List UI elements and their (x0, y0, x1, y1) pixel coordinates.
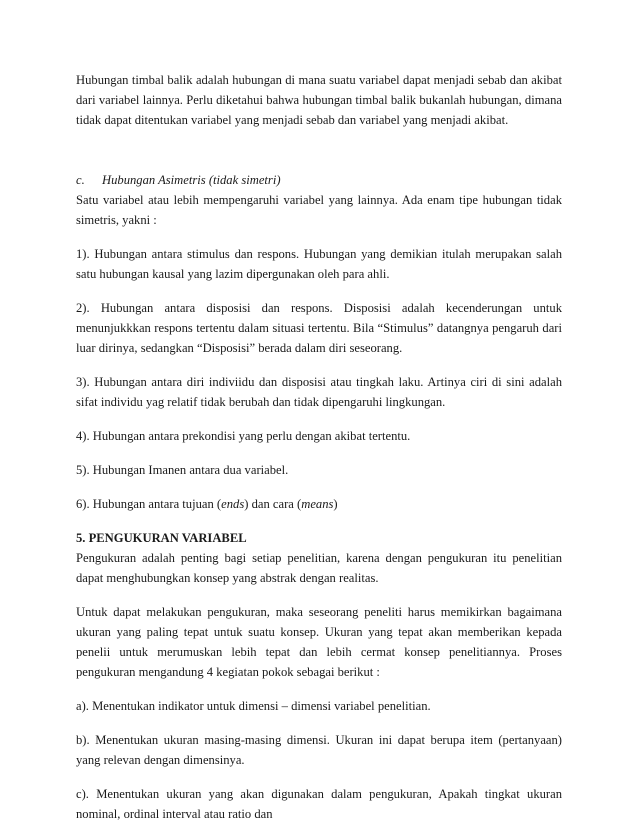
section-c-heading (76, 170, 562, 190)
spacer (76, 588, 562, 602)
section-5-title: 5. PENGUKURAN VARIABEL (76, 531, 247, 545)
item-6-middle: ) dan cara ( (244, 497, 302, 511)
section-c-item-3: 3). Hubungan antara diri indiviidu dan disposisi atau tingkah laku. Artinya ciri di sini adalah sifat individu yag relatif tidak berubah dan tidak dipengaruhi lingkungan. (76, 375, 562, 409)
spacer (76, 770, 562, 784)
section-c-item-4: 4). Hubungan antara prekondisi yang perlu dengan akibat tertentu. (76, 429, 411, 443)
section-c-item-6 (76, 494, 562, 514)
document-page (76, 70, 562, 824)
item-6-prefix: 6). Hubungan antara tujuan ( (76, 497, 222, 511)
section-c-item-2: 2). Hubungan antara disposisi dan respons. Disposisi adalah kecenderungan untuk menunjukkkan respons tertentu dalam situasi tertentu. Bila “Stimulus” datangnya pengaruh dari luar dirinya, sedangkan “Disposisi” berada dalam diri seseorang. (76, 301, 562, 355)
spacer (76, 230, 562, 244)
spacer (76, 412, 562, 426)
section-c-letter: c. (76, 173, 85, 187)
spacer (76, 130, 562, 170)
section-5-item-b: b). Menentukan ukuran masing-masing dimensi. Ukuran ini dapat berupa item (pertanyaan) yang relevan dengan dimensinya. (76, 733, 562, 767)
item-6-means: means (301, 497, 334, 511)
section-5-item-c: c). Menentukan ukuran yang akan digunakan dalam pengukuran, Apakah tingkat ukuran nominal, ordinal interval atau ratio dan (76, 787, 562, 821)
spacer (76, 514, 562, 528)
item-6-suffix: ) (333, 497, 338, 511)
section-c-title: Hubungan Asimetris (tidak simetri) (102, 173, 281, 187)
item-6-ends: ends (221, 497, 245, 511)
section-5-item-a: a). Menentukan indikator untuk dimensi – dimensi variabel penelitian. (76, 699, 431, 713)
section-c-item-5: 5). Hubungan Imanen antara dua variabel. (76, 463, 289, 477)
spacer (76, 358, 562, 372)
spacer (76, 716, 562, 730)
section-c-item-1: 1). Hubungan antara stimulus dan respons. Hubungan yang demikian itulah merupakan salah satu hubungan kausal yang lazim dipergunakan oleh para ahli. (76, 247, 562, 281)
spacer (76, 682, 562, 696)
intro-paragraph: Hubungan timbal balik adalah hubungan di mana suatu variabel dapat menjadi sebab dan akibat dari variabel lainnya. Perlu diketahui bahwa hubungan timbal balik bukanlah hubungan, dimana tidak dapat ditentukan variabel yang menjadi sebab dan variabel yang menjadi akibat. (76, 73, 562, 127)
section-5-paragraph-2: Untuk dapat melakukan pengukuran, maka seseorang peneliti harus memikirkan bagaimana ukuran yang paling tepat untuk suatu konsep. Ukuran yang tepat akan memberikan kepada penelii untuk merumuskan lebih tepat dan lebih cermat konsep penelitiannya. Proses pengukuran mengandung 4 kegiatan pokok sebagai berikut : (76, 605, 562, 679)
spacer (76, 284, 562, 298)
spacer (76, 446, 562, 460)
spacer (76, 480, 562, 494)
section-c-intro: Satu variabel atau lebih mempengaruhi variabel yang lainnya. Ada enam tipe hubungan tidak simetris, yakni : (76, 193, 562, 227)
section-5-paragraph-1: Pengukuran adalah penting bagi setiap penelitian, karena dengan pengukuran itu penelitian dapat menghubungkan konsep yang abstrak dengan realitas. (76, 551, 562, 585)
